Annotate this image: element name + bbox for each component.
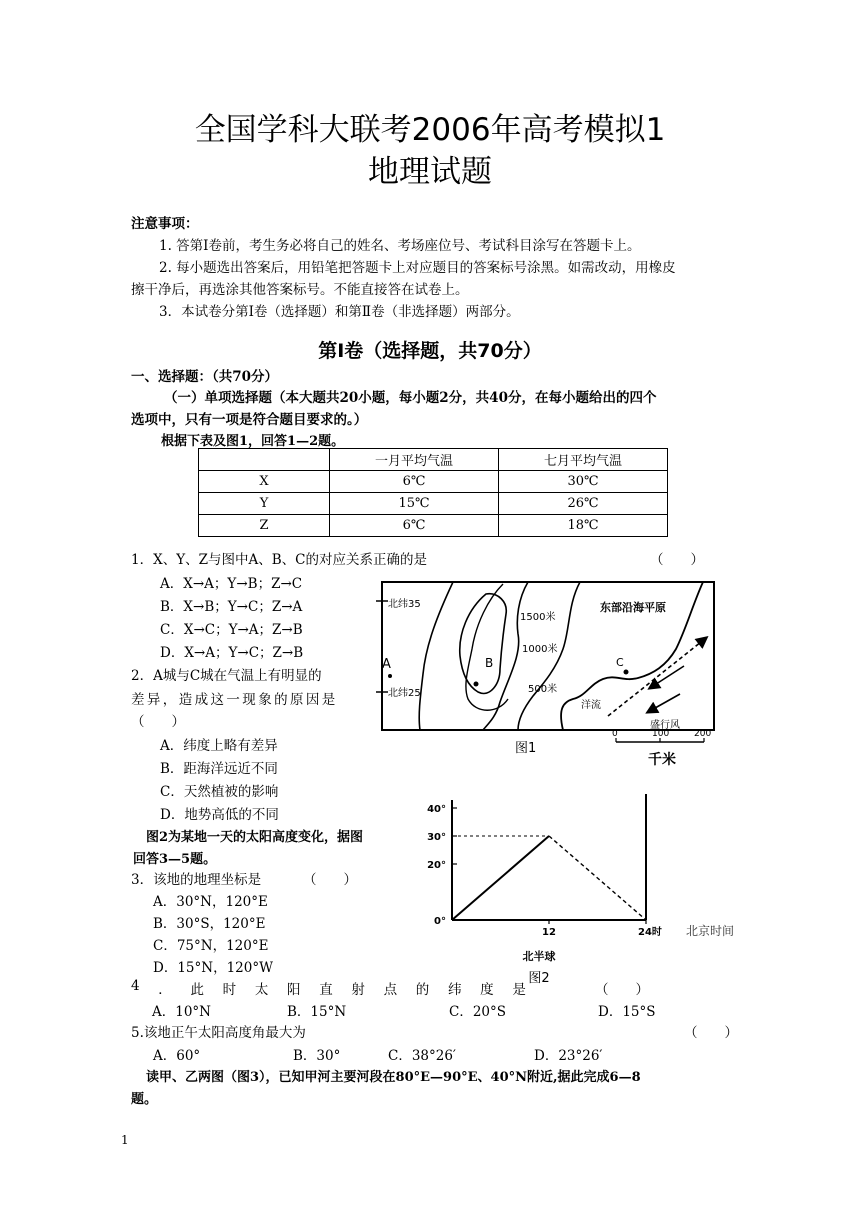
city-c-dot [624,670,629,675]
y-tick-label: 40° [427,804,446,815]
contour-1500-label: 1500米 [520,612,556,623]
q5-option-a: A．60° [153,1048,201,1064]
q2-stem-1: 2．A城与C城在气温上有明显的 [131,668,322,684]
q2-stem-2: 差异，造成这一现象的原因是 [131,692,338,708]
figure1-caption: 图1 [515,741,537,756]
notice-item-1: 1. 答第Ⅰ卷前，考生务必将自己的姓名、考场座位号、考试科目涂写在答题卡上。 [159,238,641,254]
notice-item-2-cont: 擦干净后，再选涂其他答案标号。不能直接答在试卷上。 [131,282,469,298]
scale-100: 100 [652,729,670,739]
q4-option-a: A．10°N [152,1004,211,1020]
page-title: 全国学科大联考2006年高考模拟1 [194,112,666,148]
city-a-dot [388,674,392,678]
q3-option-c: C．75°N，120°E [153,938,269,954]
table-header: 一月平均气温 [330,449,499,471]
city-a-label: A [382,657,391,672]
lat25-label: 北纬25 [388,688,421,699]
wind-arrow-2 [648,694,680,712]
scale-200: 200 [694,729,712,739]
q3-option-b: B．30°S，120°E [153,916,266,932]
series-morning-line [452,836,549,920]
page-number: 1 [121,1133,129,1147]
table-cell: 6℃ [330,515,499,537]
plain-label: 东部沿海平原 [600,601,666,614]
notice-heading: 注意事项： [131,216,199,232]
notice-item-2: 2. 每小题选出答案后，用铅笔把答题卡上对应题目的答案标号涂黑。如需改动，用橡皮 [159,260,676,276]
table-cell: Y [199,493,330,515]
table-cell: 30℃ [499,471,668,493]
q4-paren: （ ） [595,982,649,998]
contour-outer [419,582,453,730]
intro-3-5-line1: 图2为某地一天的太阳高度变化，据图 [146,830,364,845]
q2-option-a: A．纬度上略有差异 [160,738,278,754]
q2-paren: （ ） [131,714,185,730]
contour-500 [518,582,580,730]
notice-item-3: 3．本试卷分第Ⅰ卷（选择题）和第Ⅱ卷（非选择题）两部分。 [159,304,520,320]
x-tick-label: 24时 [638,927,662,938]
q1-option-c: C．X→C；Y→A；Z→B [160,622,303,638]
hemisphere-label: 北半球 [522,950,556,963]
figure2-chart [400,792,750,992]
chart-plot [427,794,734,986]
temperature-table [198,448,668,537]
intro-6-8-line2: 题。 [131,1092,158,1107]
q1-option-b: B．X→B；Y→C；Z→A [160,599,303,615]
wind-arrow-1 [650,666,684,688]
q4-stem: 4 ． 此 时 太 阳 直 射 点 的 纬 度 是 [131,978,526,998]
q4-option-d: D．15°S [598,1004,656,1020]
sub-heading-2: 选项中，只有一项是符合题目要求的。） [131,412,368,428]
q4-option-b: B．15°N [287,1004,347,1020]
table-header [199,449,330,471]
lat35-label: 北纬35 [388,599,421,610]
intro-1-2: 根据下表及图1，回答1—2题。 [161,434,345,449]
wind-label: 盛行风 [650,720,680,731]
table-row [199,515,668,537]
table-cell: 26℃ [499,493,668,515]
table-cell: 15℃ [330,493,499,515]
q2-option-b: B．距海洋远近不同 [160,761,278,777]
q1-stem: 1．X、Y、Z与图中A、B、C的对应关系正确的是 [131,552,427,568]
intro-3-5-line2: 回答3—5题。 [133,852,217,867]
q3-option-a: A．30°N，120°E [153,894,268,910]
scale-0: 0 [612,729,618,739]
figure2-caption: 图2 [528,971,550,986]
q1-option-d: D．X→A；Y→C；Z→B [160,645,304,661]
current-arrow [608,638,706,716]
part1-heading: 第Ⅰ卷（选择题，共70分） [318,340,542,362]
q3-stem: 3．该地的地理坐标是 [131,872,262,888]
section-heading: 一、选择题：（共70分） [131,369,279,385]
scale-unit: 千米 [648,752,676,768]
q2-option-c: C．天然植被的影响 [160,784,279,800]
q2-option-d: D．地势高低的不同 [160,807,279,823]
contour-1000-label: 1000米 [522,644,558,655]
sub-heading-1: （一）单项选择题（本大题共20小题，每小题2分，共40分，在每小题给出的四个 [164,390,657,406]
q5-option-d: D．23°26′ [534,1048,603,1064]
city-b-label: B [485,656,494,670]
q1-option-a: A．X→A；Y→B；Z→C [160,576,303,592]
y-tick-label: 0° [434,916,446,927]
table-cell: 18℃ [499,515,668,537]
table-cell: 6℃ [330,471,499,493]
table-row [199,493,668,515]
series-afternoon-line [549,836,646,920]
table-row [199,471,668,493]
current-label: 洋流 [581,700,601,711]
city-b-dot [474,682,479,687]
table-cell: Z [199,515,330,537]
q5-paren: （ ） [684,1025,738,1041]
q5-option-c: C．38°26′ [388,1048,457,1064]
y-tick-label: 30° [427,832,446,843]
q5-option-b: B．30° [293,1048,341,1064]
page-subtitle: 地理试题 [368,154,492,190]
q1-paren: （ ） [650,552,704,568]
y-tick-label: 20° [427,860,446,871]
intro-6-8-line1: 读甲、乙两图（图3），已知甲河主要河段在80°E—90°E、40°N附近,据此完成6—8 [146,1070,641,1085]
q5-stem: 5.该地正午太阳高度角最大为 [131,1025,306,1041]
x-axis-label: 北京时间 [686,924,735,938]
figure1-map [368,574,728,774]
city-c-label: C [616,656,624,669]
table-header-row [199,449,668,471]
q3-paren: （ ） [303,872,357,888]
table-header: 七月平均气温 [499,449,668,471]
table-cell: X [199,471,330,493]
contour-500-label: 500米 [528,684,558,695]
q3-option-d: D．15°N，120°W [153,960,273,976]
q4-option-c: C．20°S [449,1004,507,1020]
x-tick-label: 12 [542,927,556,938]
